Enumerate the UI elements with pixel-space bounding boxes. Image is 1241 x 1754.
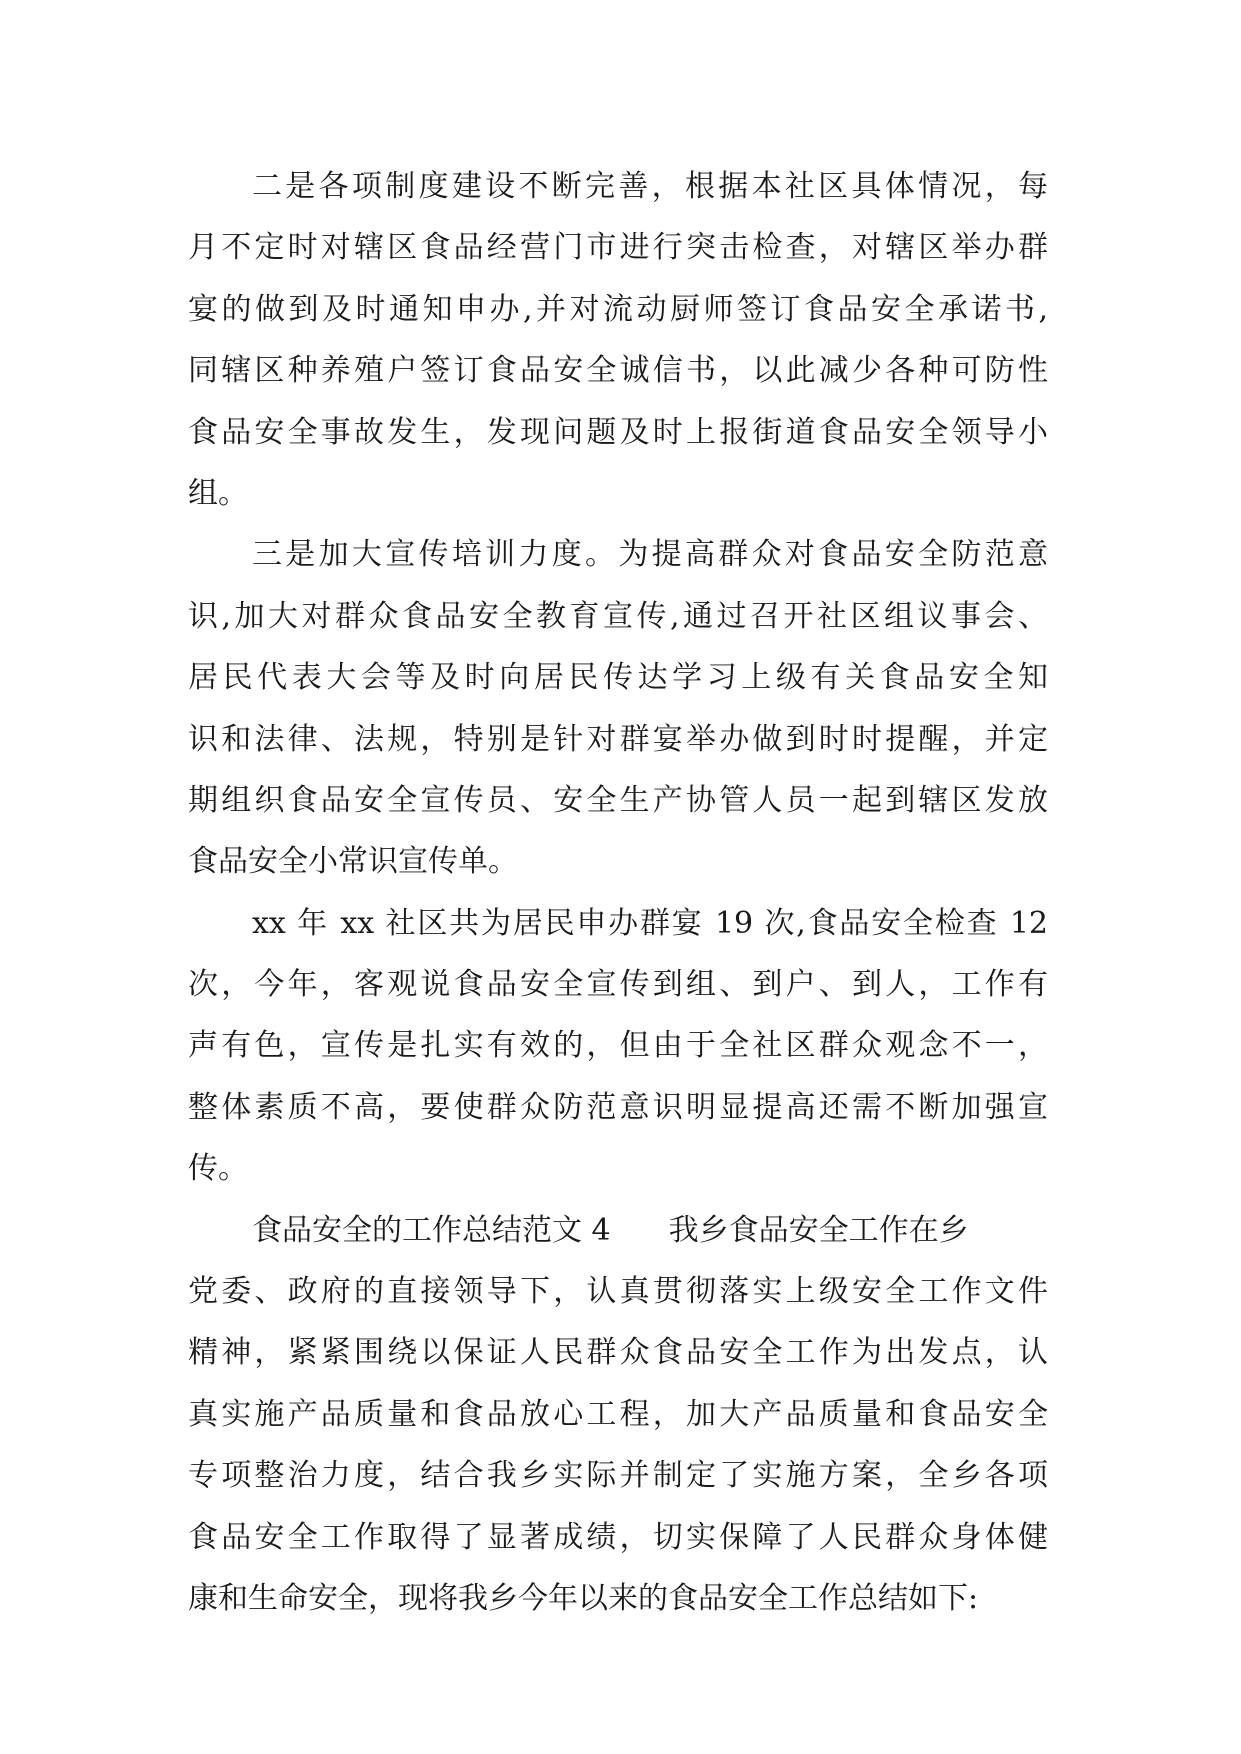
paragraph-line: 月不定时对辖区食品经营门市进行突击检查，对辖区举办群 — [188, 230, 1048, 266]
heading-continuation: 我乡食品安全工作在乡 — [668, 1212, 969, 1248]
paragraph-line: xx 年 xx 社区共为居民申办群宴 19 次,食品安全检查 12 — [252, 905, 1048, 941]
paragraph-line: 二是各项制度建设不断完善，根据本社区具体情况，每 — [252, 169, 1048, 204]
paragraph-line: 居民代表大会等及时向居民传达学习上级有关食品安全知 — [188, 660, 1048, 696]
paragraph-line: 次，今年，客观说食品安全宣传到组、到户、到人，工作有 — [188, 967, 1048, 1003]
paragraph-sample-summary-4 — [188, 1200, 1048, 1630]
section-heading: 食品安全的工作总结范文 4 — [252, 1212, 611, 1248]
document-body — [188, 156, 1048, 1629]
paragraph-line: 三是加大宣传培训力度。为提高群众对食品安全防范意 — [252, 537, 1048, 573]
paragraph-line: 党委、政府的直接领导下，认真贯彻落实上级安全工作文件 — [188, 1274, 1048, 1310]
section-heading-line — [188, 1200, 1048, 1261]
paragraph-line: 食品安全事故发生，发现问题及时上报街道食品安全领导小 — [188, 414, 1048, 450]
paragraph-line: 同辖区种养殖户签订食品安全诚信书，以此减少各种可防性 — [188, 353, 1048, 389]
paragraph-line: 真实施产品质量和食品放心工程，加大产品质量和食品安全 — [188, 1396, 1048, 1432]
paragraph-publicity-training — [188, 524, 1048, 892]
paragraph-line: 宴的做到及时通知申办,并对流动厨师签订食品安全承诺书, — [188, 291, 1048, 327]
paragraph-line: 精神，紧紧围绕以保证人民群众食品安全工作为出发点，认 — [188, 1335, 1048, 1371]
paragraph-line: 整体素质不高，要使群众防范意识明显提高还需不断加强宣 — [188, 1089, 1048, 1125]
paragraph-line: 组。 — [188, 475, 248, 511]
paragraph-line: 专项整治力度，结合我乡实际并制定了实施方案，全乡各项 — [188, 1458, 1048, 1494]
paragraph-line: 识,加大对群众食品安全教育宣传,通过召开社区组议事会、 — [188, 598, 1048, 634]
paragraph-line: 食品安全工作取得了显著成绩，切实保障了人民群众身体健 — [188, 1519, 1048, 1555]
paragraph-annual-statistics — [188, 893, 1048, 1200]
paragraph-line: 康和生命安全，现将我乡今年以来的食品安全工作总结如下: — [188, 1580, 979, 1616]
paragraph-line: 识和法律、法规，特别是针对群宴举办做到时时提醒，并定 — [188, 721, 1048, 757]
paragraph-system-construction — [188, 156, 1048, 524]
paragraph-line: 期组织食品安全宣传员、安全生产协管人员一起到辖区发放 — [188, 782, 1048, 818]
paragraph-line: 食品安全小常识宣传单。 — [188, 844, 518, 880]
paragraph-line: 传。 — [188, 1151, 248, 1187]
paragraph-line: 声有色，宣传是扎实有效的，但由于全社区群众观念不一， — [188, 1028, 1048, 1064]
